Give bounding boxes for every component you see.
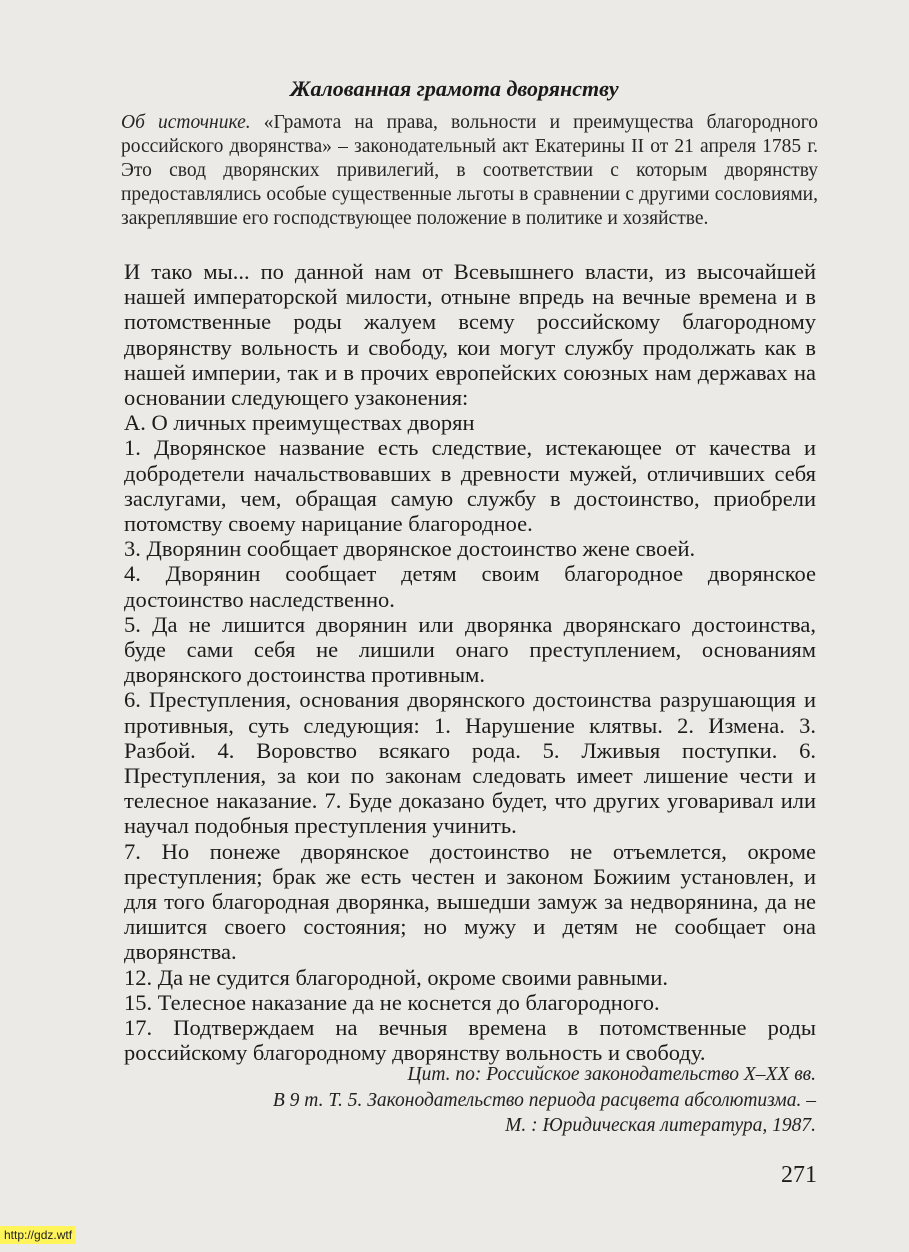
citation-line: М. : Юридическая литература, 1987. [505,1115,816,1136]
body-paragraph: 7. Но понеже дворянское достоинство не отъемлется, окроме преступления; брак же есть честен и законом Божиим установлен, и для того благородная дворянка, вышедши замуж за недворянина, да не лишится своего состояния; но мужу и детям не сообщает она дворянства. [124,838,816,965]
citation-line: Цит. по: Российское законодательство X–XX вв. [407,1064,816,1085]
source-note-text: «Грамота на права, вольности и преимущества благородного российского дворянства» – законодательный акт Екатерины II от 21 апреля 1785 г. Это свод дворянских привилегий, в соответствии с которым дворянству предоставлялись особые существенные льготы в сравнении с другими сословиями, закреплявшие его господствующее положение в политике и хозяйстве. [121,112,819,229]
source-note [121,111,818,231]
body-paragraph: 15. Телесное наказание да не коснется до благородного. [124,989,660,1015]
document-body [124,259,816,1066]
page-number: 271 [781,1162,817,1188]
body-paragraph: 1. Дворянское название есть следствие, истекающее от качества и добродетели начальствовавших в древности мужей, отличивших себя заслугами, чем, обращая самую службу в достоинство, приобрели потомству своему нарицание благородное. [124,435,816,537]
body-paragraph: 4. Дворянин сообщает детям своим благородное дворянское достоинство наследственно. [124,561,816,612]
citation [100,1062,816,1139]
body-paragraph: 6. Преступления, основания дворянского достоинства разрушающия и противныя, суть следующия: 1. Нарушение клятвы. 2. Измена. 3. Разбой. 4. Воровство всякаго рода. 5. Лживыя поступки. 6. Преступления, за кои по законам следовать имеет лишение чести и телесное наказание. 7. Буде доказано будет, что других уговаривал или научал подобныя преступления учинить. [124,687,816,839]
section-heading: А. О личных преимуществах дворян [124,410,475,436]
watermark-link[interactable]: http://gdz.wtf [0,1226,76,1244]
body-paragraph: 3. Дворянин сообщает дворянское достоинство жене своей. [124,536,696,562]
body-paragraph: 5. Да не лишится дворянин или дворянка дворянскаго достоинства, буде сами себя не лишили онаго преступлением, основаниям дворянского достоинства противным. [124,611,816,688]
body-paragraph: 12. Да не судится благородной, окроме своими равными. [124,964,669,990]
citation-line: В 9 т. Т. 5. Законодательство периода расцвета абсолютизма. – [272,1089,816,1111]
body-paragraph: 17. Подтверждаем на вечныя времена в потомственные роды российскому благородному дворянству вольность и свободу. [124,1015,816,1066]
body-paragraph: И тако мы... по данной нам от Всевышнего власти, из высочайшей нашей императорской милости, отныне впредь на вечные времена и в потомственные роды жалуем всему российскому благородному дворянству вольность и свободу, кои могут службу продолжать как в нашей империи, так и в прочих европейских союзных нам державах на основании следующего узаконения: [124,259,816,411]
source-note-label: Об источнике. [121,112,251,133]
source-note-paragraph [121,111,818,231]
page-title: Жалованная грамота дворянству [290,76,619,101]
